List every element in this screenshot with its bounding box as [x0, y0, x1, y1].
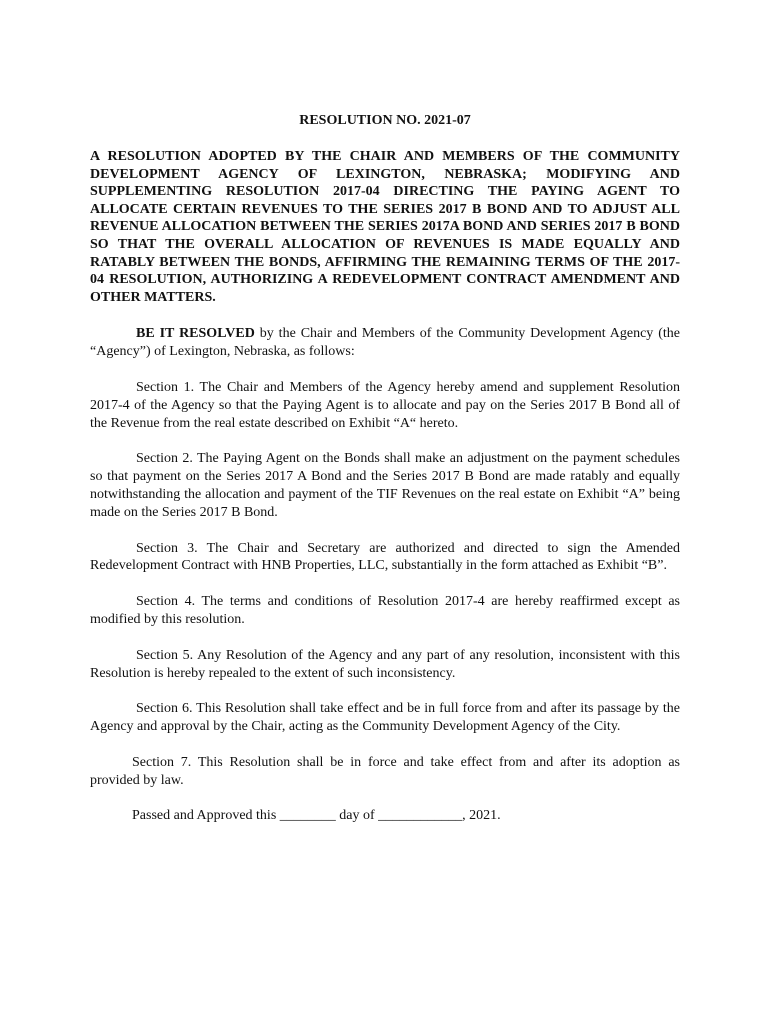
section-5: Section 5. Any Resolution of the Agency and any part of any resolution, inconsistent with this Resolution is hereby repealed to the extent of such inconsistency. — [90, 647, 680, 681]
passed-and-approved-line: Passed and Approved this ________ day of ____________, 2021. — [132, 808, 501, 824]
section-2: Section 2. The Paying Agent on the Bonds shall make an adjustment on the payment schedules so that payment on the Series 2017 A Bond and the Series 2017 B Bond are made ratably and equally notwithstanding the allocation and payment of the TIF Revenues on the real estate on Exhibit “A” being made on the Series 2017 B Bond. — [90, 451, 680, 520]
intro-text: by the Chair and Members of the Community Development Agency (the “Agency”) of Lexington, Nebraska, as follows: — [90, 326, 680, 360]
section-7: Section 7. This Resolution shall be in force and take effect from and after its adoption as provided by law. — [90, 754, 680, 788]
resolution-intro — [90, 325, 680, 361]
section-6: Section 6. This Resolution shall take effect and be in full force from and after its passage by the Agency and approval by the Chair, acting as the Community Development Agency of the City. — [90, 701, 680, 735]
document-page — [90, 112, 680, 825]
resolution-title: RESOLUTION NO. 2021-07 — [299, 113, 471, 128]
intro-bold-text: BE IT RESOLVED — [136, 326, 255, 342]
resolution-heading: A RESOLUTION ADOPTED BY THE CHAIR AND MEMBERS OF THE COMMUNITY DEVELOPMENT AGENCY OF LEXINGTON, NEBRASKA; MODIFYING AND SUPPLEMENTING RESOLUTION 2017-04 DIRECTING THE PAYING AGENT TO ALLOCATE CERTAIN REVENUES TO THE SERIES 2017 B BOND AND TO ADJUST ALL REVENUE ALLOCATION BETWEEN THE SERIES 2017A BOND AND SERIES 2017 B BOND SO THAT THE OVERALL ALLOCATION OF REVENUES IS MADE EQUALLY AND RATABLY BETWEEN THE BONDS, AFFIRMING THE REMAINING TERMS OF THE 2017-04 RESOLUTION, AUTHORIZING A REDEVELOPMENT CONTRACT AMENDMENT AND OTHER MATTERS. — [90, 149, 680, 305]
section-3: Section 3. The Chair and Secretary are authorized and directed to sign the Amended Redevelopment Contract with HNB Properties, LLC, substantially in the form attached as Exhibit “B”. — [90, 540, 680, 574]
section-4: Section 4. The terms and conditions of Resolution 2017-4 are hereby reaffirmed except as modified by this resolution. — [90, 594, 680, 627]
section-1: Section 1. The Chair and Members of the Agency hereby amend and supplement Resolution 2017-4 of the Agency so that the Paying Agent is to allocate and pay on the Series 2017 B Bond all of the Revenue from the real estate described on Exhibit “A“ hereto. — [90, 379, 680, 431]
